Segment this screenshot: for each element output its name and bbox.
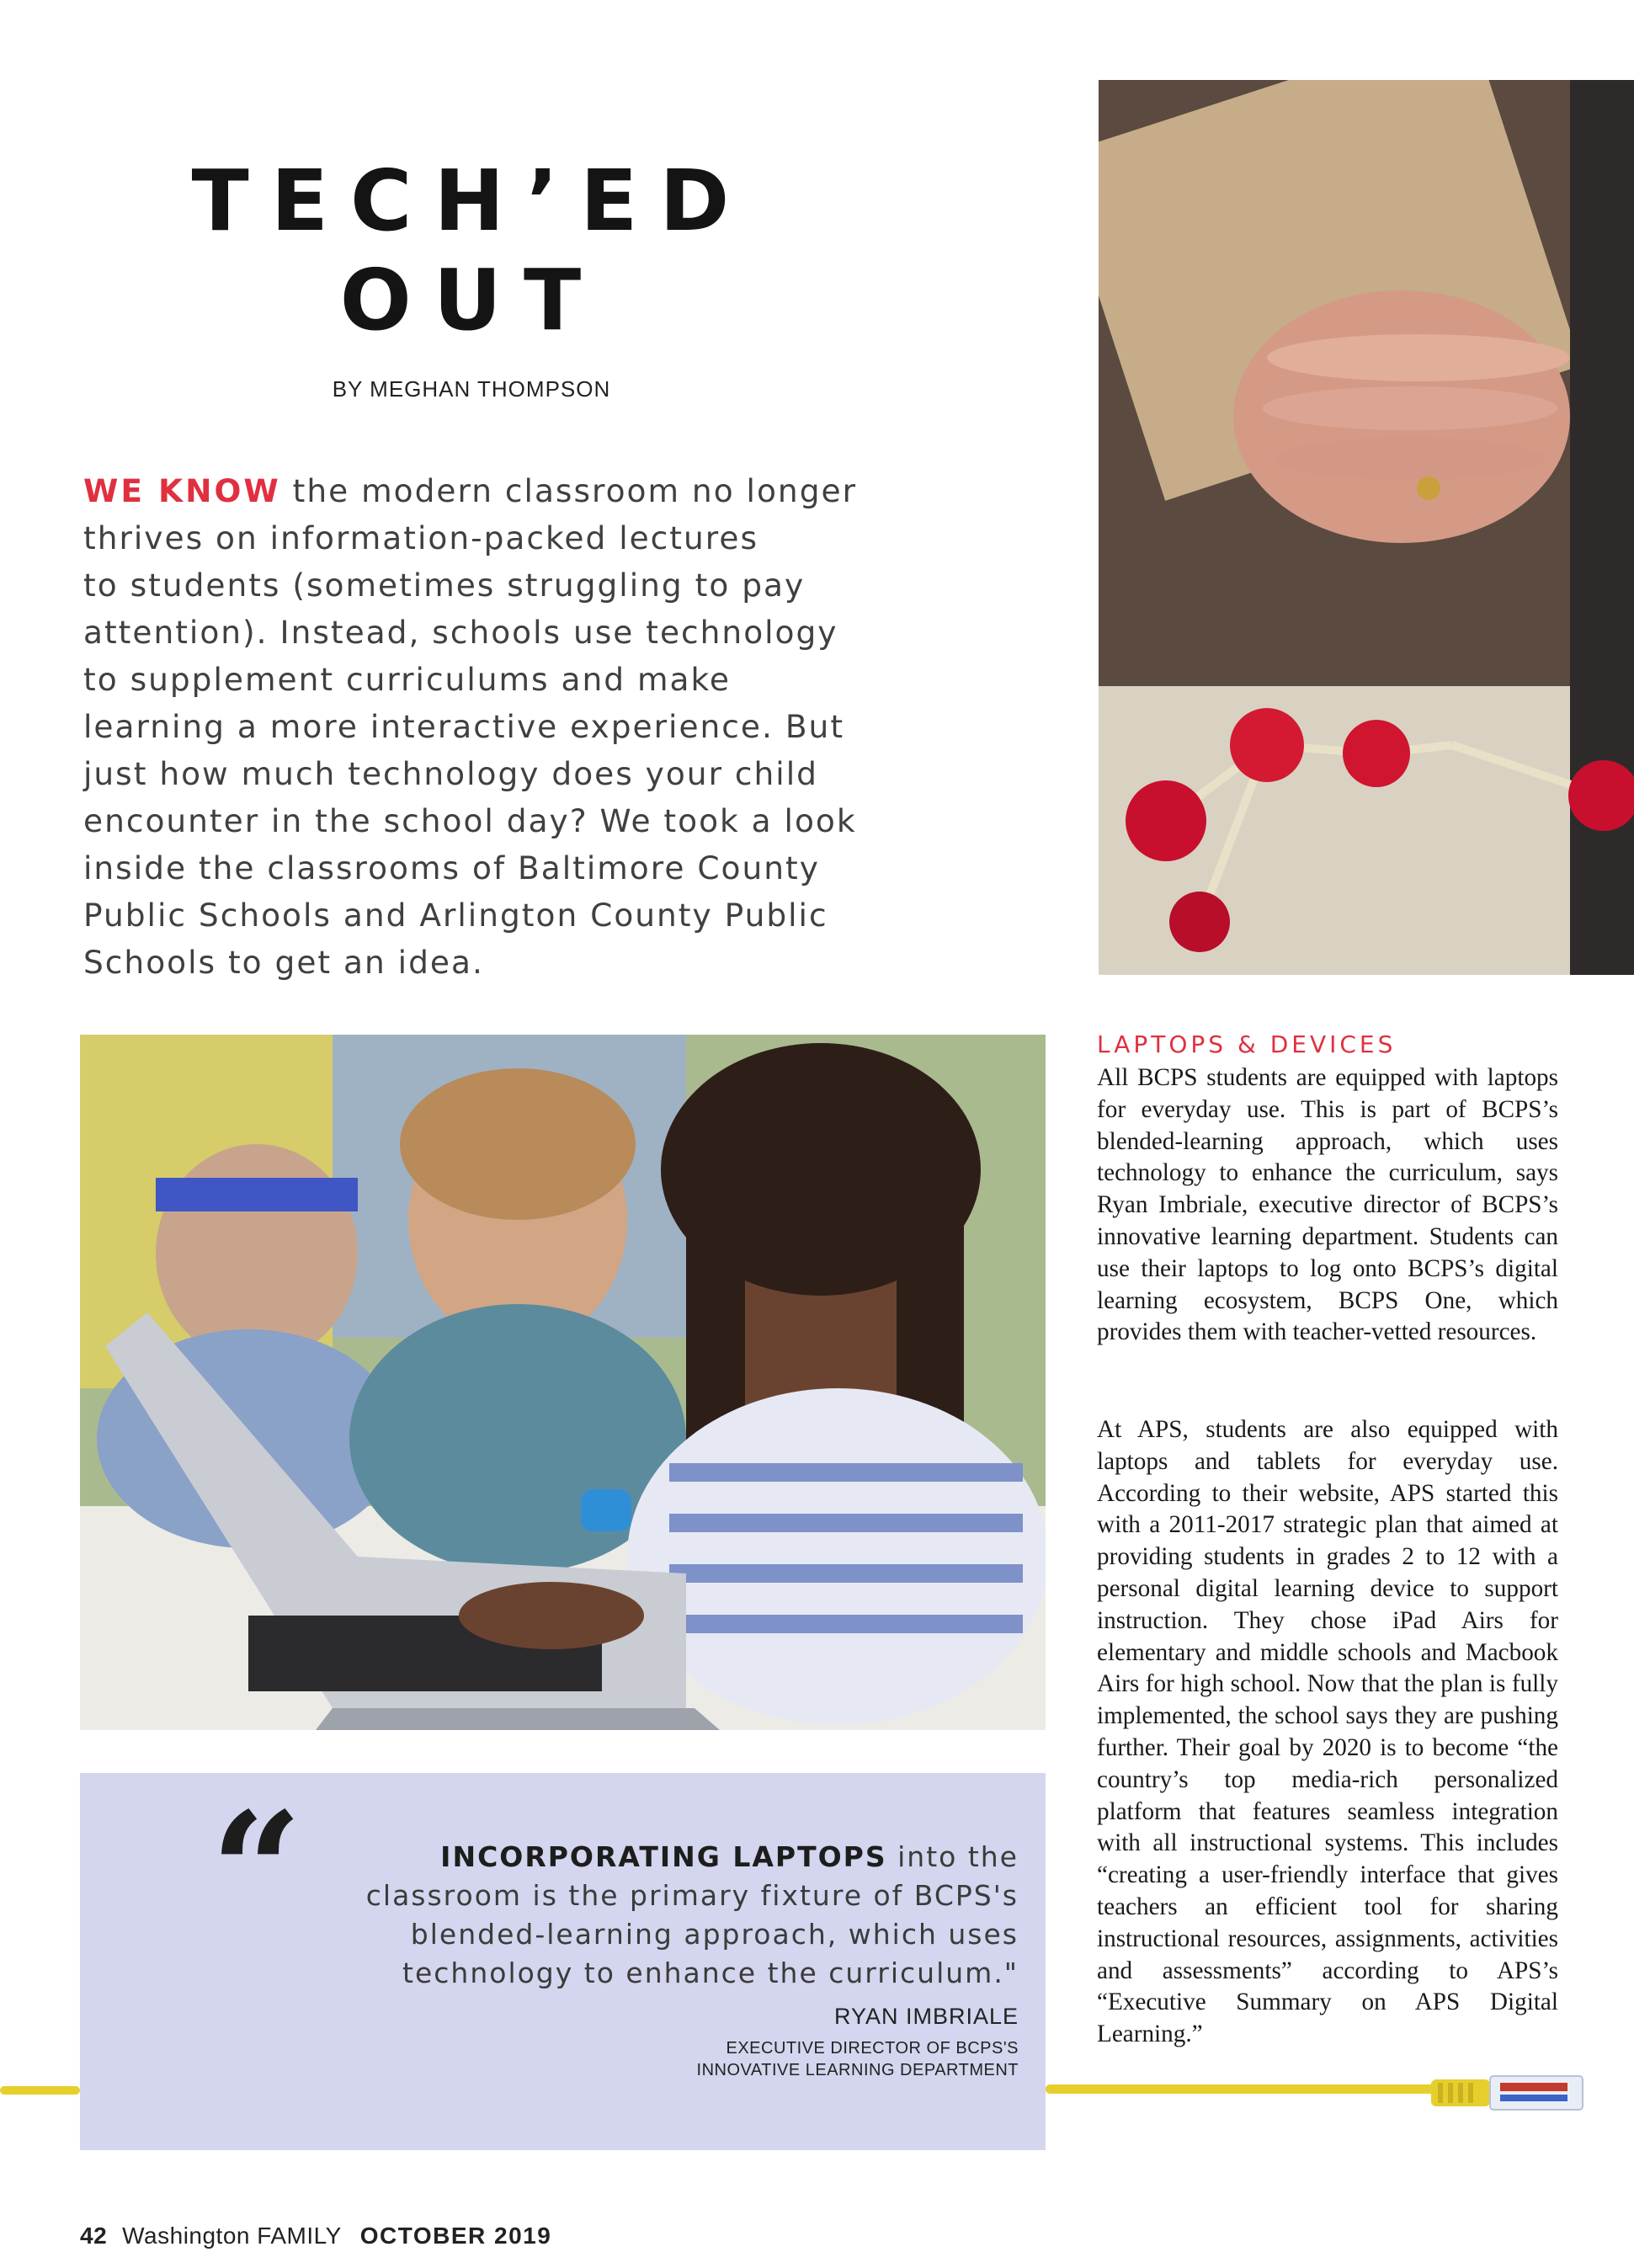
teacher-molecule-illustration — [1099, 80, 1634, 975]
article-paragraph-2: At APS, students are also equipped with laptops and tablets for everyday use. According to their website, APS started this with a 2011-2017 strategic plan that aimed at providing students in grades 2 to 12 with a personal digital learning device to support instruction. They chose iPad Airs for elementary and middle schools and Macbook Airs for high school. Now that the plan is fully implemented, the school says they are pushing further. Their goal by 2020 is to become “the country’s top media-rich personalized platform that features seamless integration with all instructional systems. This includes “creating a user-friendly interface that gives teachers an efficient tool for sharing instructional resources, assignments, activities and assessments” according to APS’s “Executive Summary on APS Digital Learning.” — [1097, 1416, 1558, 2048]
title-line-1: TECH’ED — [191, 152, 752, 250]
ethernet-plug-icon — [1431, 2068, 1599, 2118]
intro-lead: WE KNOW — [83, 472, 281, 509]
teacher-molecule-photo — [1099, 80, 1634, 975]
section-heading: LAPTOPS & DEVICES — [1097, 1030, 1397, 1058]
title-line-2: OUT — [339, 251, 604, 349]
pull-quote-attribution-name: RYAN IMBRIALE — [833, 2004, 1019, 2029]
byline: BY MEGHAN THOMPSON — [332, 376, 611, 402]
pull-quote-text — [185, 1838, 1019, 1993]
cable-decoration-right — [1046, 2084, 1441, 2094]
cable-decoration-left — [0, 2086, 80, 2095]
publication-name: Washington FAMILY — [122, 2223, 342, 2249]
issue-date: OCTOBER 2019 — [359, 2223, 552, 2249]
classroom-laptop-photo — [80, 1035, 1046, 1730]
article-paragraph-1: All BCPS students are equipped with laptops for everyday use. This is part of BCPS’s blended-learning approach, which uses technology to enhance the curriculum, says Ryan Imbriale, executive director of BCPS’s innovative learning department. Students can use their laptops to log onto BCPS’s digital learning ecosystem, BCPS One, which provides them with teacher-vetted resources. — [1097, 1064, 1558, 1346]
page-number: 42 — [80, 2223, 108, 2249]
page-footer — [80, 2223, 551, 2249]
pull-quote-body: classroom is the primary fixture of BCPS's blended-learning approach, which uses technology to enhance the curriculum." — [365, 1879, 1019, 1989]
intro-text: the modern classroom no longer thrives on information-packed lectures to students (sometimes struggling to pay attention). Instead, schools use technology to supplement curriculums and make learning a more interactive experience. But just how much technology does your child encounter in the school day? We took a look inside the classrooms of Baltimore County Public Schools and Arlington County Public Schools to get an idea. — [83, 472, 857, 981]
classroom-illustration — [80, 1035, 1046, 1730]
pull-quote-lead: INCORPORATING LAPTOPS — [440, 1840, 887, 1873]
article-title — [93, 152, 850, 350]
pull-quote-first-line: into the — [886, 1840, 1019, 1873]
intro-paragraph — [83, 467, 1060, 986]
pull-quote-attribution-role: EXECUTIVE DIRECTOR OF BCPS'S INNOVATIVE LEARNING DEPARTMENT — [696, 2039, 1019, 2079]
quote-mark-icon: “ — [210, 1777, 303, 1965]
